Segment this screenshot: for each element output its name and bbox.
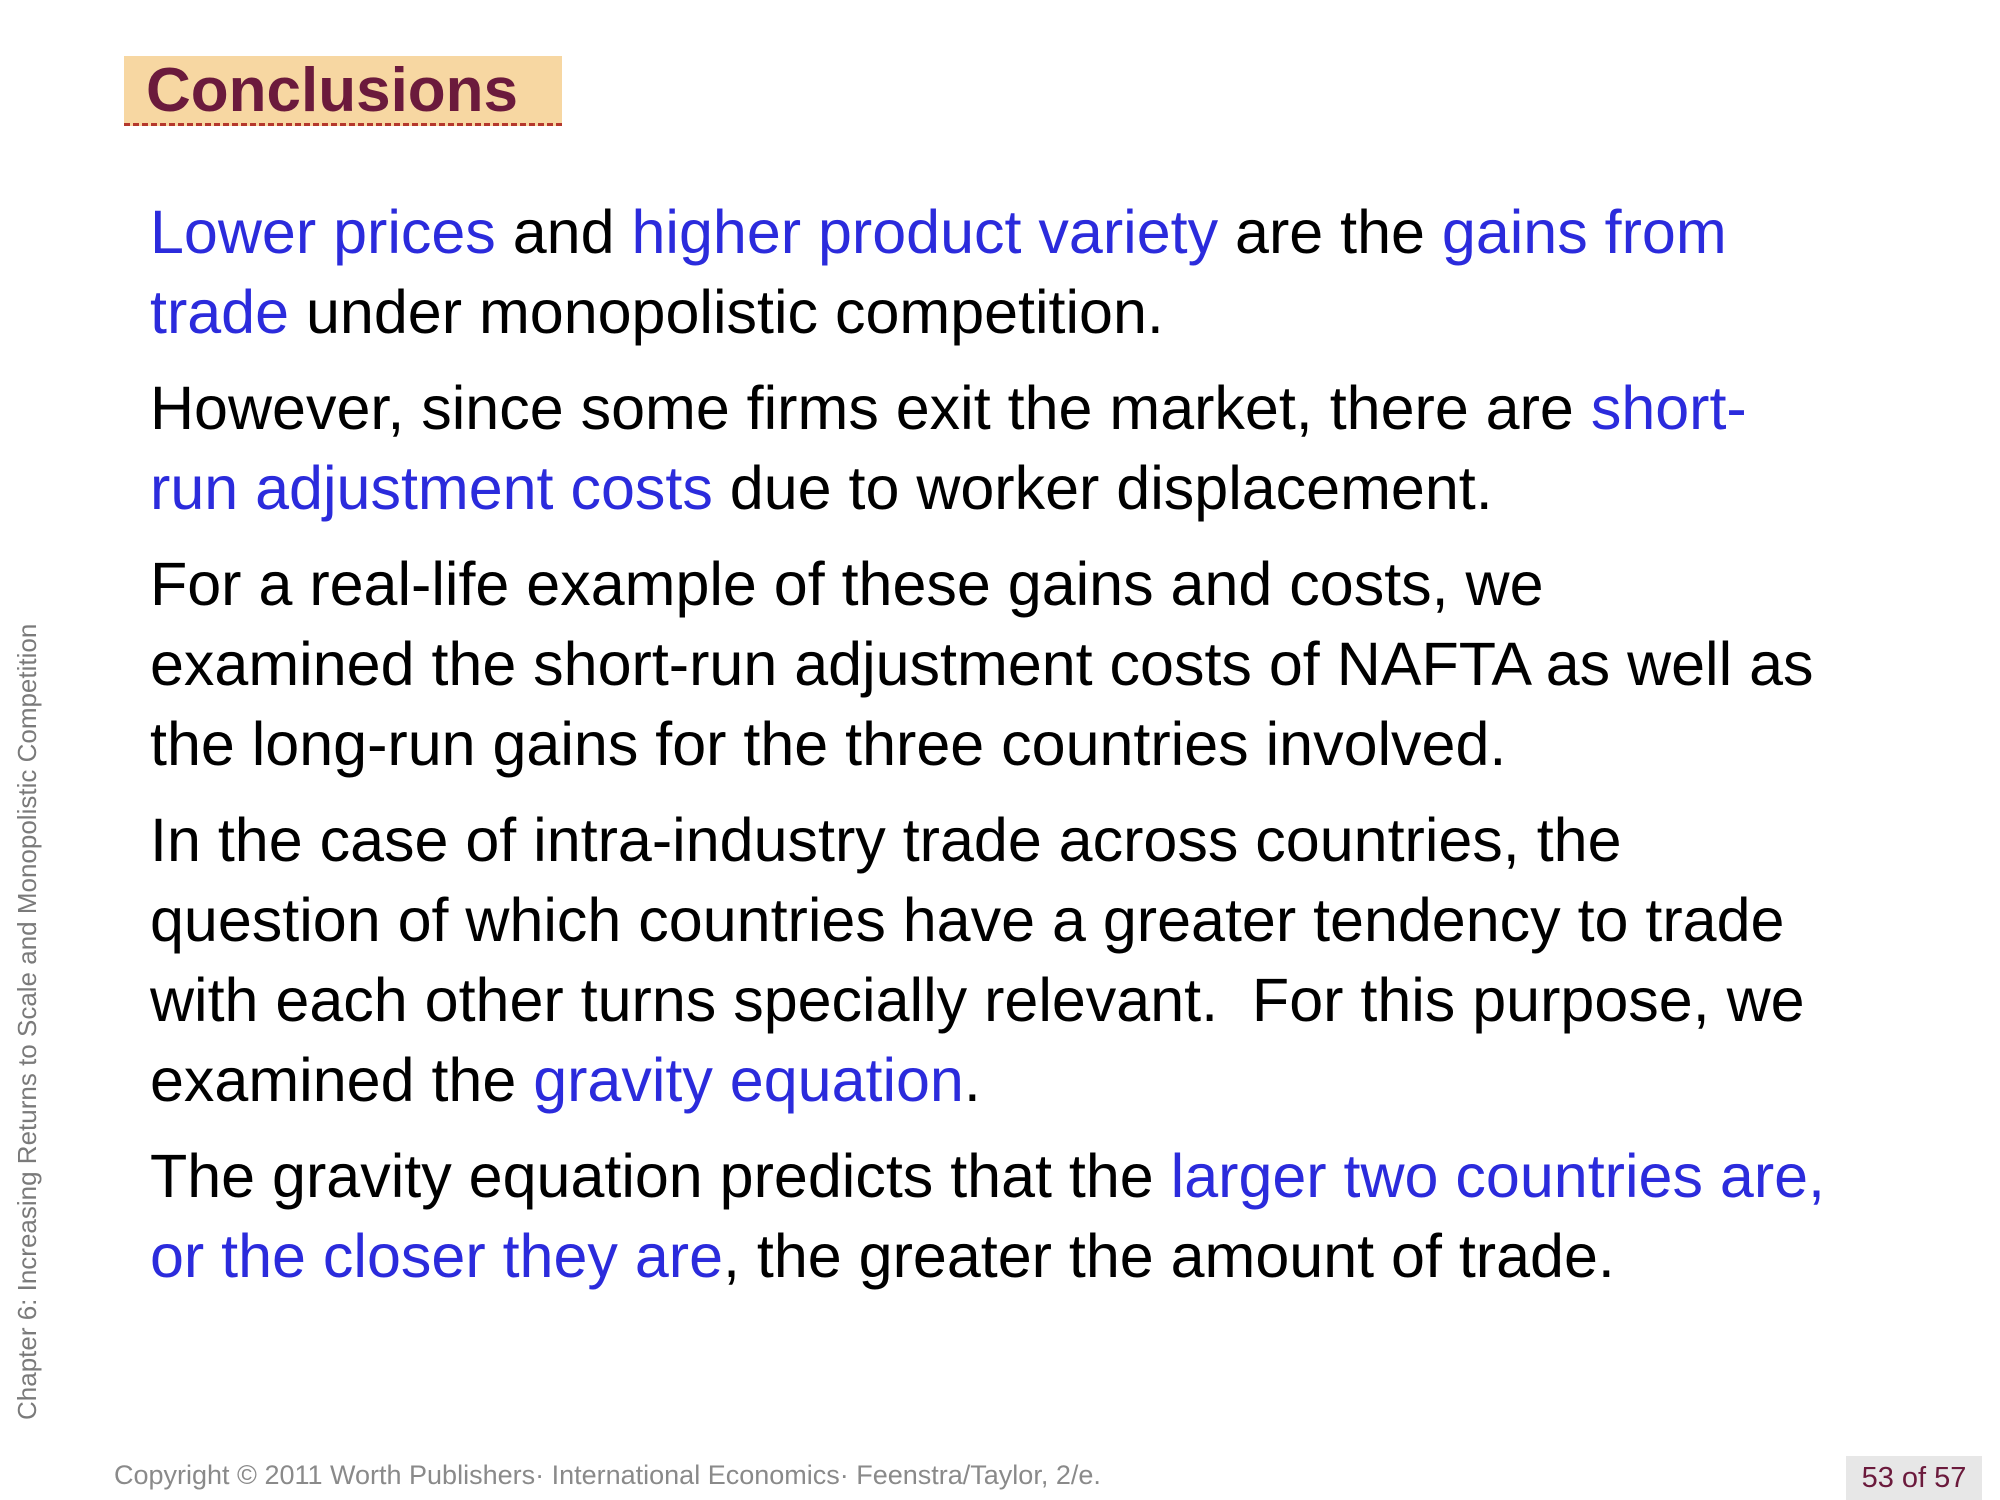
text-segment: question of which countries have a greater tendency to trade xyxy=(150,886,1785,954)
text-segment: the long-run gains for the three countries involved. xyxy=(150,710,1507,778)
text-segment: examined the xyxy=(150,1046,534,1114)
page-number: 53 of 57 xyxy=(1846,1456,1982,1500)
highlighted-phrase: gravity equation xyxy=(533,1046,964,1114)
paragraph-line xyxy=(150,448,1990,528)
highlighted-phrase: short- xyxy=(1590,374,1747,442)
paragraph-line xyxy=(150,272,1990,352)
highlighted-phrase: trade xyxy=(150,278,290,346)
text-segment: examined the short-run adjustment costs of NAFTA as well as xyxy=(150,630,1814,698)
text-segment: with each other turns specially relevant. For this purpose, we xyxy=(150,966,1805,1034)
paragraph-line xyxy=(150,544,1990,624)
text-segment: due to worker displacement. xyxy=(712,454,1493,522)
highlighted-phrase: run adjustment costs xyxy=(150,454,713,522)
paragraph-line xyxy=(150,368,1990,448)
text-segment: , the greater the amount of trade. xyxy=(723,1222,1615,1290)
text-segment: . xyxy=(963,1046,981,1114)
highlighted-phrase: larger two countries are, xyxy=(1170,1142,1826,1210)
body-paragraph xyxy=(150,1136,1990,1296)
chapter-side-label: Chapter 6: Increasing Returns to Scale and Monopolistic Competition xyxy=(12,623,42,1420)
paragraph-line xyxy=(150,880,1990,960)
paragraph-line xyxy=(150,1040,1990,1120)
title-banner xyxy=(124,56,562,126)
paragraph-line xyxy=(150,704,1990,784)
copyright-footer: Copyright © 2011 Worth Publishers· International Economics· Feenstra/Taylor, 2/e. xyxy=(114,1460,1101,1490)
body-paragraph xyxy=(150,800,1990,1120)
text-segment: are the xyxy=(1218,198,1442,266)
paragraph-line xyxy=(150,1136,1990,1216)
body-paragraph xyxy=(150,368,1990,528)
paragraph-line xyxy=(150,960,1990,1040)
highlighted-phrase: Lower prices xyxy=(150,198,496,266)
text-segment: In the case of intra-industry trade across countries, the xyxy=(150,806,1622,874)
text-segment: For a real-life example of these gains and costs, we xyxy=(150,550,1544,618)
text-segment: However, since some firms exit the market, there are xyxy=(150,374,1591,442)
paragraph-line xyxy=(150,800,1990,880)
highlighted-phrase: or the closer they are xyxy=(150,1222,724,1290)
highlighted-phrase: gains from xyxy=(1441,198,1727,266)
slide-title: Conclusions xyxy=(146,56,519,125)
paragraph-line xyxy=(150,1216,1990,1296)
highlighted-phrase: higher product variety xyxy=(631,198,1219,266)
body-paragraph xyxy=(150,544,1990,784)
paragraph-line xyxy=(150,192,1990,272)
body-paragraph xyxy=(150,192,1990,352)
paragraph-line xyxy=(150,624,1990,704)
text-segment: under monopolistic competition. xyxy=(289,278,1164,346)
slide-body xyxy=(150,192,1990,1312)
text-segment: The gravity equation predicts that the xyxy=(150,1142,1171,1210)
text-segment: and xyxy=(495,198,632,266)
